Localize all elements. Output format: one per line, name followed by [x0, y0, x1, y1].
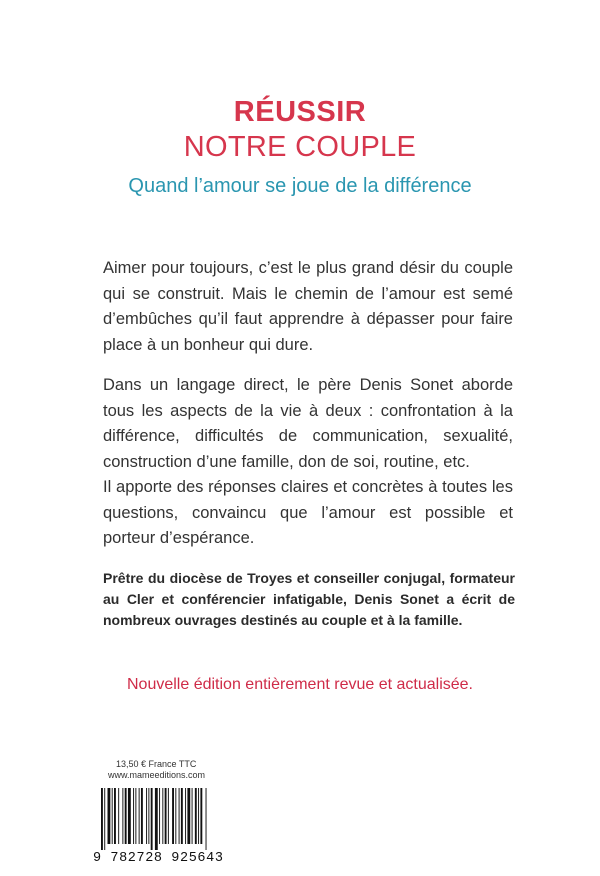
title-line-2: NOTRE COUPLE [183, 131, 417, 163]
barcode [97, 788, 235, 858]
paragraph-2: Dans un langage direct, le père Denis Sonet aborde tous les aspects de la vie à deux : confrontation à la différence, difficultés de communication, sexualité, construction d’une famille, don de soi, routine, etc. [103, 376, 513, 471]
price: 13,50 € France TTC [116, 759, 197, 769]
isbn-number: 9 782728 925643 [93, 851, 224, 866]
publisher-website: www.mameeditions.com [108, 770, 206, 780]
title-line-1: RÉUSSIR [233, 96, 367, 128]
edition-note: Nouvelle édition entièrement revue et actualisée. [127, 676, 473, 693]
paragraph-1: Aimer pour toujours, c’est le plus grand désir du couple qui se construit. Mais le chemin de l’amour est semé d’embûches qu’il faut apprendre à dépasser pour faire place à un bonheur qui dure. [103, 259, 513, 354]
subtitle: Quand l’amour se joue de la différence [128, 175, 472, 197]
paragraph-3: Il apporte des réponses claires et concrètes à toutes les questions, convaincu que l’amour est possible et porteur d’espérance. [103, 478, 513, 547]
author-bio: Prêtre du diocèse de Troyes et conseiller conjugal, formateur au Cler et conférencier infatigable, Denis Sonet a écrit de nombreux ouvrages destinés au couple et à la famille. [103, 570, 515, 628]
paragraph-2-block [103, 373, 513, 552]
